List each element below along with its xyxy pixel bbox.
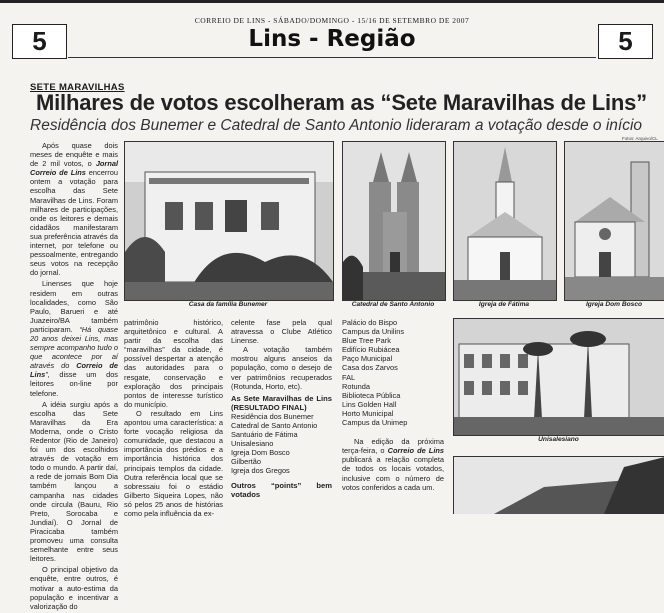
article-column-2 [124,318,223,520]
article-column-4 [342,318,444,494]
cathedral-image [343,142,445,300]
photo-igreja-dom-bosco [564,141,664,301]
paragraph: A votação também mostrou alguns anseios da população, como o desejo de ver patrimônios recuperados (Rotunda, Horto, etc). [231,345,332,391]
others-heading: Outros “points” bem votados [231,481,332,500]
results-list [231,412,332,476]
photo-caption: Catedral de Santo Antonio [351,301,435,308]
building-image [454,457,664,514]
photo-caption: Casa da família Bunemer [188,301,268,308]
list-item: Palácio do Bispo [342,318,398,327]
top-rule [0,0,664,3]
photo-credit: Fotos: Arquivo/CL [622,136,658,141]
photo-caption: Igreja de Fátima [478,301,530,308]
photo-unisalesiano [453,318,664,436]
list-item: Blue Tree Park [342,336,391,346]
paragraph: O resultado em Lins apontou uma característica: a forte vocação religiosa da comunidade, que destacou a importância dos prédios e a importância histórica dos principais templos da cidade. Outra referência local que se sobressaiu foi o estádio Gilberto Siqueira Lopes, não só pelos 25 anos de histórias como pela influência da ex- [124,408,223,518]
photo-casa-bunemer [124,141,334,301]
article-subhead: Residência dos Bunemer e Catedral de Santo Antonio lideraram a votação desde o início [30,117,643,134]
list-item: FAL [342,372,356,382]
church-image [454,142,556,300]
photo-caption: Unisalesiano [538,436,579,443]
paragraph: Na edição da próxima terça-feira, o Correio de Lins publicará a relação completa de todos os locais votados, inclusive com o número de votos conferidos a cada um. [342,437,444,492]
page-number-right: 5 [598,24,653,59]
building-image [454,319,664,435]
photo-bottom-partial [453,456,664,514]
list-item: Paço Municipal [342,354,393,364]
list-item: Lins Golden Hall [342,399,397,409]
list-item: Campus da Unilins [342,327,405,337]
list-item: Casa dos Zarvos [342,363,398,373]
list-item: Igreja dos Gregos [231,466,290,476]
page-number-left: 5 [12,24,67,59]
church-image [565,142,664,300]
section-rule [68,57,596,58]
paragraph: celente fase pela qual atravessa o Clube Atlético Linense. [231,318,332,346]
list-item: Horto Municipal [342,408,394,418]
list-item: Biblioteca Pública [342,390,401,400]
results-heading: As Sete Maravilhas de Lins (RESULTADO FINAL) [231,393,332,412]
points-list [342,318,444,427]
dateline: CORREIO DE LINS - SÁBADO/DOMINGO - 15/16 DE SETEMBRO DE 2007 [194,16,470,25]
paragraph: A idéia surgiu após a escolha das Sete Maravilhas da Era Moderna, onde o Cristo Redentor (Rio de Janeiro) foi um dos escolhidos através de votação em todo o mundo. A partir daí, a rede de jornais Bom Dia também lançou a campanha nas cidades onde circula (Bauru, Rio Preto, Sorocaba e Jundiaí). O Jornal de Piracicaba também promoveu uma consulta semelhante entre seus leitores. [30,399,118,564]
photo-igreja-fatima [453,141,557,301]
list-item: Catedral de Santo Antonio [231,420,318,430]
photo-caption: Igreja Dom Bosco [585,301,643,308]
section-title: Lins - Região [248,26,416,52]
paragraph: Linenses que hoje residem em outras localidades, como São Paulo, Barueri e até Juazeiro/BA também participaram. “Há quase 20 anos deixei Lins, mas sempre acompanho tudo o que acontece por aí através do Correio de Lins”, disse um dos leitores on-line por telefone. [30,279,118,398]
list-item: Igreja Dom Bosco [231,448,290,458]
paragraph: Após quase dois meses de enquête e mais de 2 mil votos, o Jornal Correio de Lins encerrou ontem a votação para escolha das Sete Maravilhas de Lins. Foram milhares de participações, onde os leitores e demais cidadãos manifestaram sua preferência através da internet, por telefone ou pessoalmente, entregando seus votos na recepção do jornal. [30,141,118,278]
article-column-1 [30,141,118,613]
list-item: Santuário de Fátima [231,429,298,439]
list-item: Rotunda [342,381,370,391]
list-item: Unisalesiano [231,439,274,449]
paragraph: O principal objetivo da enquête, entre outros, é motivar a auto-estima da população e incentivar a valorização do [30,565,118,611]
article-kicker: SETE MARAVILHAS [30,82,125,93]
article-column-3 [231,318,332,499]
list-item: Campus da Unimep [342,418,408,428]
article-headline: Milhares de votos escolheram as “Sete Maravilhas de Lins” [36,90,647,115]
house-image [125,142,333,300]
paragraph: patrimônio histórico, arquitetônico e cultural. A partir da escolha das “maravilhas” da cidade, é possível despertar a atenção das autoridades para o resgate, conservação e exploração dos principais pontos de interesse turístico do município. [124,318,223,409]
list-item: Edifício Rubiácea [342,345,400,355]
list-item: Residência dos Bunemer [231,411,314,421]
list-item: Gilbertão [231,457,261,467]
photo-catedral [342,141,446,301]
